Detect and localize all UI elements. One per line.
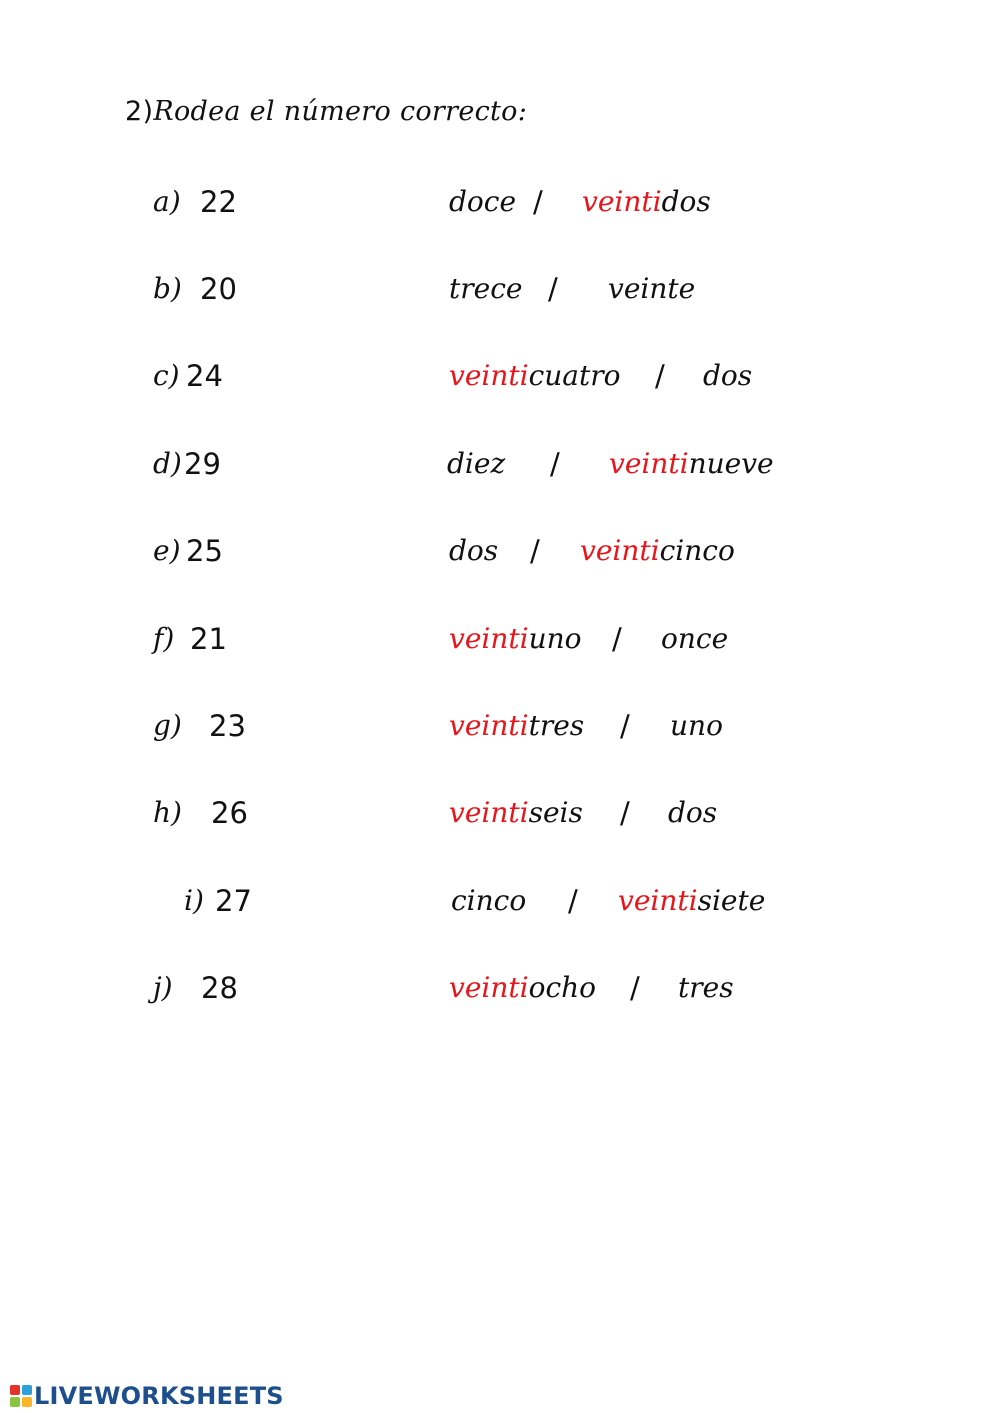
item-number: 24 <box>186 359 223 393</box>
item-number: 23 <box>209 709 246 743</box>
option-prefix: veinti <box>618 884 698 917</box>
option-right[interactable] <box>609 447 774 480</box>
option-right[interactable] <box>678 971 734 1004</box>
item-label: b) <box>153 272 182 305</box>
option-rest: trece <box>449 272 523 305</box>
option-right[interactable] <box>668 796 717 829</box>
exercise-row <box>0 534 1000 584</box>
item-number: 26 <box>211 796 248 830</box>
option-rest: dos <box>668 796 718 829</box>
item-label: e) <box>153 534 181 567</box>
item-number: 22 <box>200 185 237 219</box>
option-rest: cinco <box>451 884 527 917</box>
option-separator: / <box>530 534 540 568</box>
item-label: g) <box>153 709 182 742</box>
logo-square-blue <box>22 1385 32 1395</box>
option-separator: / <box>533 185 543 219</box>
option-rest: doce <box>449 185 517 218</box>
option-rest: uno <box>528 622 582 655</box>
option-rest: seis <box>528 796 583 829</box>
item-label: c) <box>153 359 180 392</box>
option-separator: / <box>568 884 578 918</box>
option-left[interactable] <box>449 359 621 392</box>
option-prefix: veinti <box>582 185 662 218</box>
exercise-row <box>0 709 1000 759</box>
exercise-row <box>0 185 1000 235</box>
option-rest: cuatro <box>528 359 621 392</box>
option-rest: uno <box>670 709 723 742</box>
footer-brand <box>10 1381 284 1411</box>
option-separator: / <box>630 971 640 1005</box>
item-number: 20 <box>200 272 237 306</box>
option-left[interactable] <box>449 971 596 1004</box>
logo-square-yellow <box>22 1397 32 1407</box>
item-label: j) <box>153 971 173 1004</box>
option-rest: dos <box>449 534 499 567</box>
option-right[interactable] <box>670 709 723 742</box>
item-label: a) <box>153 185 181 218</box>
exercise-row <box>0 796 1000 846</box>
option-rest: tres <box>528 709 585 742</box>
option-rest: once <box>661 622 729 655</box>
option-prefix: veinti <box>580 534 660 567</box>
option-left[interactable] <box>449 796 583 829</box>
option-prefix: veinti <box>449 709 529 742</box>
option-prefix: veinti <box>609 447 689 480</box>
option-left[interactable] <box>449 709 584 742</box>
option-rest: siete <box>697 884 766 917</box>
option-rest: diez <box>447 447 506 480</box>
brand-name: LIVEWORKSHEETS <box>34 1382 284 1410</box>
option-prefix: veinti <box>449 796 529 829</box>
exercise-row <box>0 272 1000 322</box>
exercise-number: 2) <box>125 96 154 127</box>
option-right[interactable] <box>580 534 735 567</box>
item-label: i) <box>184 884 204 917</box>
option-separator: / <box>548 272 558 306</box>
logo-square-green <box>10 1397 20 1407</box>
option-left[interactable] <box>451 884 526 917</box>
option-prefix: veinti <box>449 359 529 392</box>
option-left[interactable] <box>449 185 516 218</box>
item-label: d) <box>153 447 182 480</box>
option-rest: veinte <box>608 272 696 305</box>
logo-square-red <box>10 1385 20 1395</box>
option-right[interactable] <box>582 185 711 218</box>
option-rest: dos <box>703 359 753 392</box>
option-right[interactable] <box>703 359 752 392</box>
option-right[interactable] <box>618 884 765 917</box>
exercise-row <box>0 359 1000 409</box>
item-label: f) <box>153 622 175 655</box>
option-prefix: veinti <box>449 622 529 655</box>
option-left[interactable] <box>449 622 582 655</box>
exercise-row <box>0 971 1000 1021</box>
option-separator: / <box>620 709 630 743</box>
item-number: 29 <box>184 447 221 481</box>
option-separator: / <box>620 796 630 830</box>
item-number: 28 <box>201 971 238 1005</box>
option-prefix: veinti <box>449 971 529 1004</box>
item-number: 21 <box>190 622 227 656</box>
option-rest: tres <box>678 971 734 1004</box>
option-rest: nueve <box>688 447 774 480</box>
item-label: h) <box>153 796 182 829</box>
option-separator: / <box>612 622 622 656</box>
item-number: 25 <box>186 534 223 568</box>
option-left[interactable] <box>447 447 505 480</box>
exercise-instruction: Rodea el número correcto: <box>153 96 528 127</box>
exercise-row <box>0 447 1000 497</box>
option-separator: / <box>655 359 665 393</box>
option-right[interactable] <box>661 622 728 655</box>
option-right[interactable] <box>608 272 695 305</box>
option-separator: / <box>550 447 560 481</box>
option-left[interactable] <box>449 272 522 305</box>
option-rest: ocho <box>528 971 597 1004</box>
liveworksheets-logo-icon <box>10 1385 32 1407</box>
option-left[interactable] <box>449 534 498 567</box>
option-rest: dos <box>661 185 711 218</box>
page-title <box>125 96 527 127</box>
exercise-row <box>0 622 1000 672</box>
item-number: 27 <box>215 884 252 918</box>
exercise-row <box>0 884 1000 934</box>
option-rest: cinco <box>659 534 735 567</box>
